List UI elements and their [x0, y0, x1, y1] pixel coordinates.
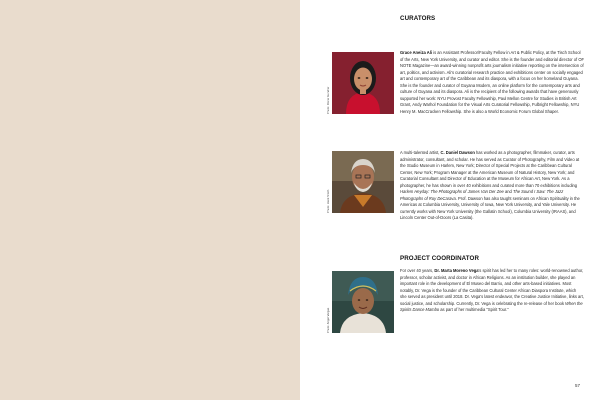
curators-heading: CURATORS — [400, 15, 436, 22]
portrait-photo-marta-moreno-vega — [332, 271, 394, 333]
bio-name: C. Daniel Dawson — [440, 150, 475, 155]
portrait-photo-grace-aneiza-ali — [332, 52, 394, 114]
bio-marta-moreno-vega: For over 40 years, Dr. Marta Moreno Vega's spirit has led her to many roles: world-renowned author, professor, scholar activist, and doctor in African Religions. As an institution builder, she played an important role in the development of El Museo del Barrio, and other arts-based initiatives. Most notably, Dr. Vega is the founder of the Caribbean Cultural Center African Diaspora Institute, which she served as president until 2018. Dr. Vega's latest endeavor, the Creative Justice Initiative, links art, social justice, and scholarship. Currently, Dr. Vega is celebrating the re-release of her book When the Spirits Dance Mambo as part of her multimedia "Spirit Tour." — [400, 268, 584, 313]
bio-grace-aneiza-ali: Grace Aneiza Ali is an Assistant Professor/Faculty Fellow in Art & Public Policy, at the Tisch School of the Arts, New York University, and curator and editor. She is the founder and editorial director of OF NOTE Magazine—an award-winning nonprofit arts journalism initiative reporting on the intersection of art, politics, and activism. Ali's curatorial research practice and exhibitions center on socially engaged art and contemporary art of the Caribbean and its diaspora, with a focus on her homeland Guyana. She is the founder and curator of Guyana Modern, an online platform for the contemporary arts and culture of Guyana and its diaspora. Ali is the recipient of the following awards that have generously supported her work: NYU Provost Faculty Fellowship, Paul Mellon Centre for Studies in British Art Grant, Andy Warhol Foundation for the Visual Arts Curatorial Fellowship, Fulbright Fellowship, NYU Henry M. MacCracken Fellowship. She is also a World Economic Forum Global Shaper. — [400, 50, 585, 114]
photo-credit-1: Photo: Oscar Gondrar — [326, 86, 330, 114]
bio-name: Grace Aneiza Ali — [400, 50, 433, 55]
portrait-photo-c-daniel-dawson — [332, 151, 394, 213]
page-number: 57 — [575, 383, 581, 388]
project-coordinator-heading: PROJECT COORDINATOR — [400, 255, 480, 262]
bio-c-daniel-dawson: A multi-talented artist, C. Daniel Dawson has worked as a photographer, filmmaker, curator, arts administrator, consultant, and scholar. He has served as Curator of Photography, Film and Video at the Studio Museum in Harlem, New York; Director of Special Projects at the Caribbean Cultural Center, New York; Program Manager at the American Museum of Natural History, New York; and Curatorial Consultant and Director of Education at the Museum for African Art, New York. As a photographer, he has shown in over 40 exhibitions and curated more than 70 exhibitions including Harlem Heyday: The Photographs of James Van Der Zee and The Sound I Saw: The Jazz Photographs of Roy DeCarava. Prof. Dawson has also taught seminars on African Spirituality in the Americas at Columbia University, University of Iowa, New York University, and Yale University. He currently works with New York University (the Gallatin School), Columbia University (IRAAS), and Lincoln Center Out-of-Doors (La Casita). — [400, 150, 580, 221]
photo-credit-2: Photo: Hank Smith — [326, 189, 330, 213]
bio-name: Dr. Marta Moreno Vega — [434, 268, 479, 273]
photo-credit-3: Photo: Angel Vargas — [326, 307, 330, 333]
